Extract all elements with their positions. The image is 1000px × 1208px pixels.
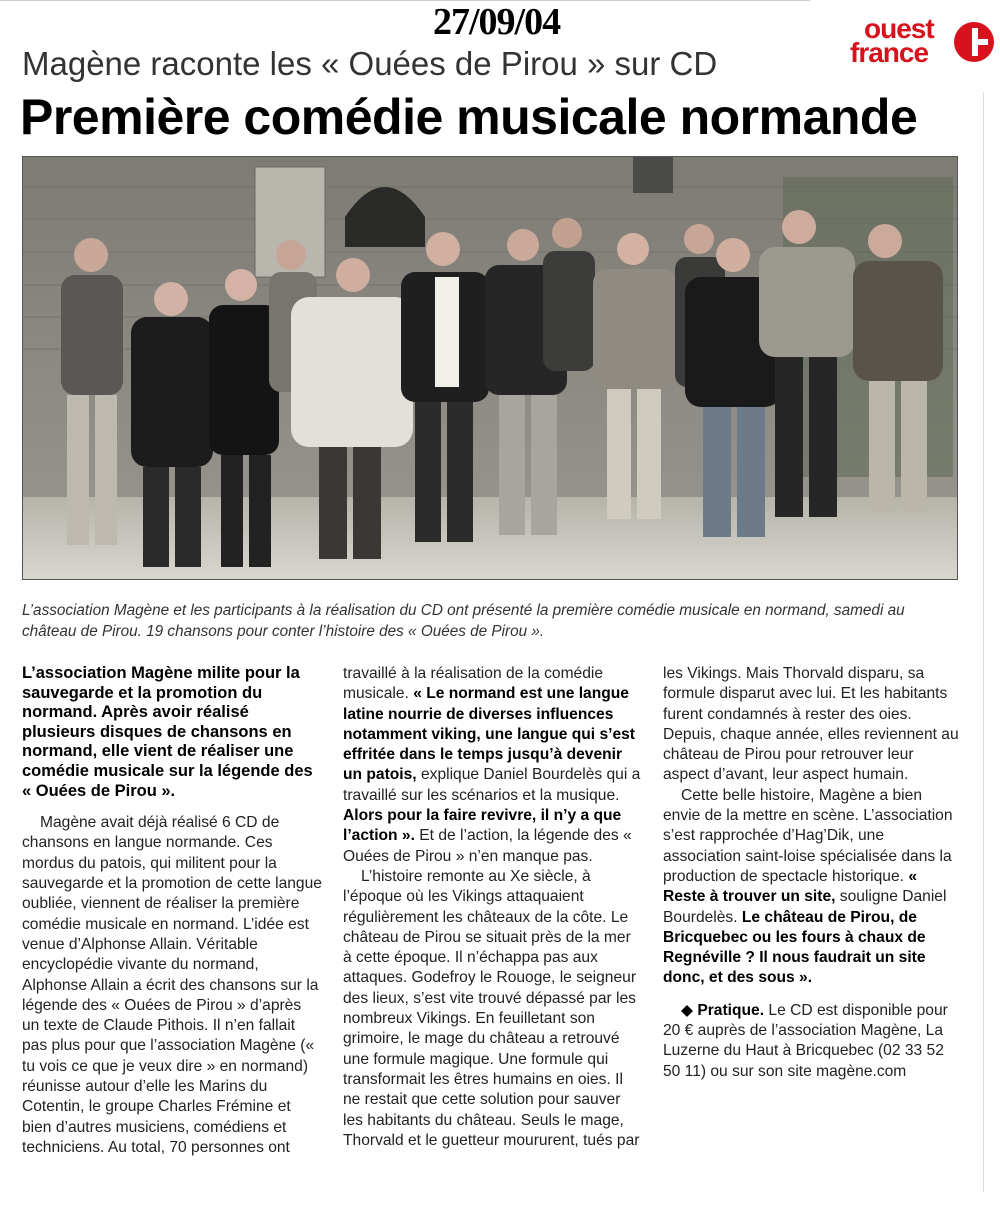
page-edge-rule <box>983 92 984 1192</box>
quote-3-attribution: souligne Daniel Bourdelès. <box>663 888 947 926</box>
article-paragraph-1-continued: travaillé à la réalisation de la comédie musicale. <box>343 665 604 703</box>
paragraph-3-text: Cette belle histoire, Magène a bien envie de la mettre en scène. L’association s’est rapprochée d’Hag’Dik, une association saint-loise spécialisée dans la production de spectacle historique. <box>663 786 953 885</box>
logo-word-france: france <box>850 37 929 68</box>
quote-3: « Reste à trouver un site, <box>663 867 918 906</box>
article-paragraph-2-start: L’histoire remonte au Xe siècle, à l’époque où les Vikings attaquaient régulièrement les châteaux de la côte. Le château de Pirou se situait près de la mer à cette époque. Il n’échappa pas aux attaques. Godefroy le Rouoge, le seigneur des lieux, s’est vite trouvé dépassé par les nombreux Vikings. En feuilletant son grimoire, le mage du château a retrouvé une formule magique. Une formule qui transformait les êtres humains en oies. Il ne restait que cette solution pour sauver les habitants du château. Seuls le mage, Thorvald et le guetteur moururent, tués par <box>343 867 640 1149</box>
article-quote-block <box>343 685 640 864</box>
quote-1: « Le normand est une langue latine nourrie de diverses influences notamment viking, une langue qui s’est effritée dans le temps jusqu’à devenir un patois, <box>343 685 635 784</box>
practical-label: ◆ Pratique. <box>681 1001 765 1019</box>
article-paragraph-2: les Vikings. Mais Thorvald disparu, sa formule disparut avec lui. Et les habitants furent condamnés à rester des oies. Depuis, chaque année, elles reviennent au château de Pirou pour retrouver leur aspect d’avant, leur aspect humain. <box>663 665 959 784</box>
practical-info <box>663 1001 963 1082</box>
quote-4: Le château de Pirou, de Bricquebec ou les fours à chaux de Regnéville ? Il nous faudrait un site donc, et des sous ». <box>663 908 926 987</box>
article-kicker: Magène raconte les « Ouées de Pirou » sur CD <box>22 45 718 82</box>
article-paragraph-3 <box>663 786 963 989</box>
quote-2: Alors pour la faire revivre, il n’y a que l’action ». <box>343 807 622 845</box>
logo-word-ouest: ouest <box>864 13 934 44</box>
article-lead: L’association Magène milite pour la sauvegarde et la promotion du normand. Après avoir réalisé plusieurs disques de chansons en normand, elle vient de réaliser une comédie musicale sur la légende des « Ouées de Pirou ». <box>22 664 313 800</box>
newspaper-logo <box>848 12 998 72</box>
article-paragraph-1 <box>22 813 322 1158</box>
article-column-2 <box>343 664 643 1151</box>
quote-1-attribution: explique Daniel Bourdelès qui a travaillé sur les scénarios et la musique. <box>343 766 641 804</box>
article-headline: Première comédie musicale normande <box>20 89 918 145</box>
publication-date: 27/09/04 <box>433 1 561 43</box>
logo-f-disc-icon <box>954 22 994 62</box>
practical-text: Le CD est disponible pour 20 € auprès de l’association Magène, La Luzerne du Haut à Bricquebec (02 33 52 50 11) ou sur son site magène.com <box>663 1001 948 1080</box>
top-border-line <box>0 0 810 4</box>
paragraph-1-text: Magène avait déjà réalisé 6 CD de chansons en langue normande. Ces mordus du patois, qui militent pour la sauvegarde et la promotion de cette langue oubliée, viennent de réaliser la première comédie musicale en normand. L’idée est venue d’Alphonse Allain. Véritable encyclopédie vivante du normand, Alphonse Allain a écrit des chansons sur la légende des « Ouées de Pirou » d’après un texte de Claude Pithois. Il n’en fallait pas plus pour que l’association Magène (« tu vois ce que je veux dire » en normand) réunisse autour d’elle les Marins du Cotentin, le groupe Charles Frémine et bien d’autres musiciens, comédiens et techniciens. Au total, 70 personnes ont <box>22 814 322 1156</box>
group-photo-illustration <box>23 157 957 579</box>
photo-caption: L’association Magène et les participants à la réalisation du CD ont présenté la première comédie musicale en normand, samedi au château de Pirou. 19 chansons pour conter l’histoire des « Ouées de Pirou ». <box>22 602 905 640</box>
paragraph-1-end: Et de l’action, la légende des « Ouées de Pirou » n’en manque pas. <box>343 827 632 865</box>
article-column-1 <box>22 664 322 1158</box>
group-photo <box>22 156 958 580</box>
article-column-3 <box>663 664 963 1082</box>
